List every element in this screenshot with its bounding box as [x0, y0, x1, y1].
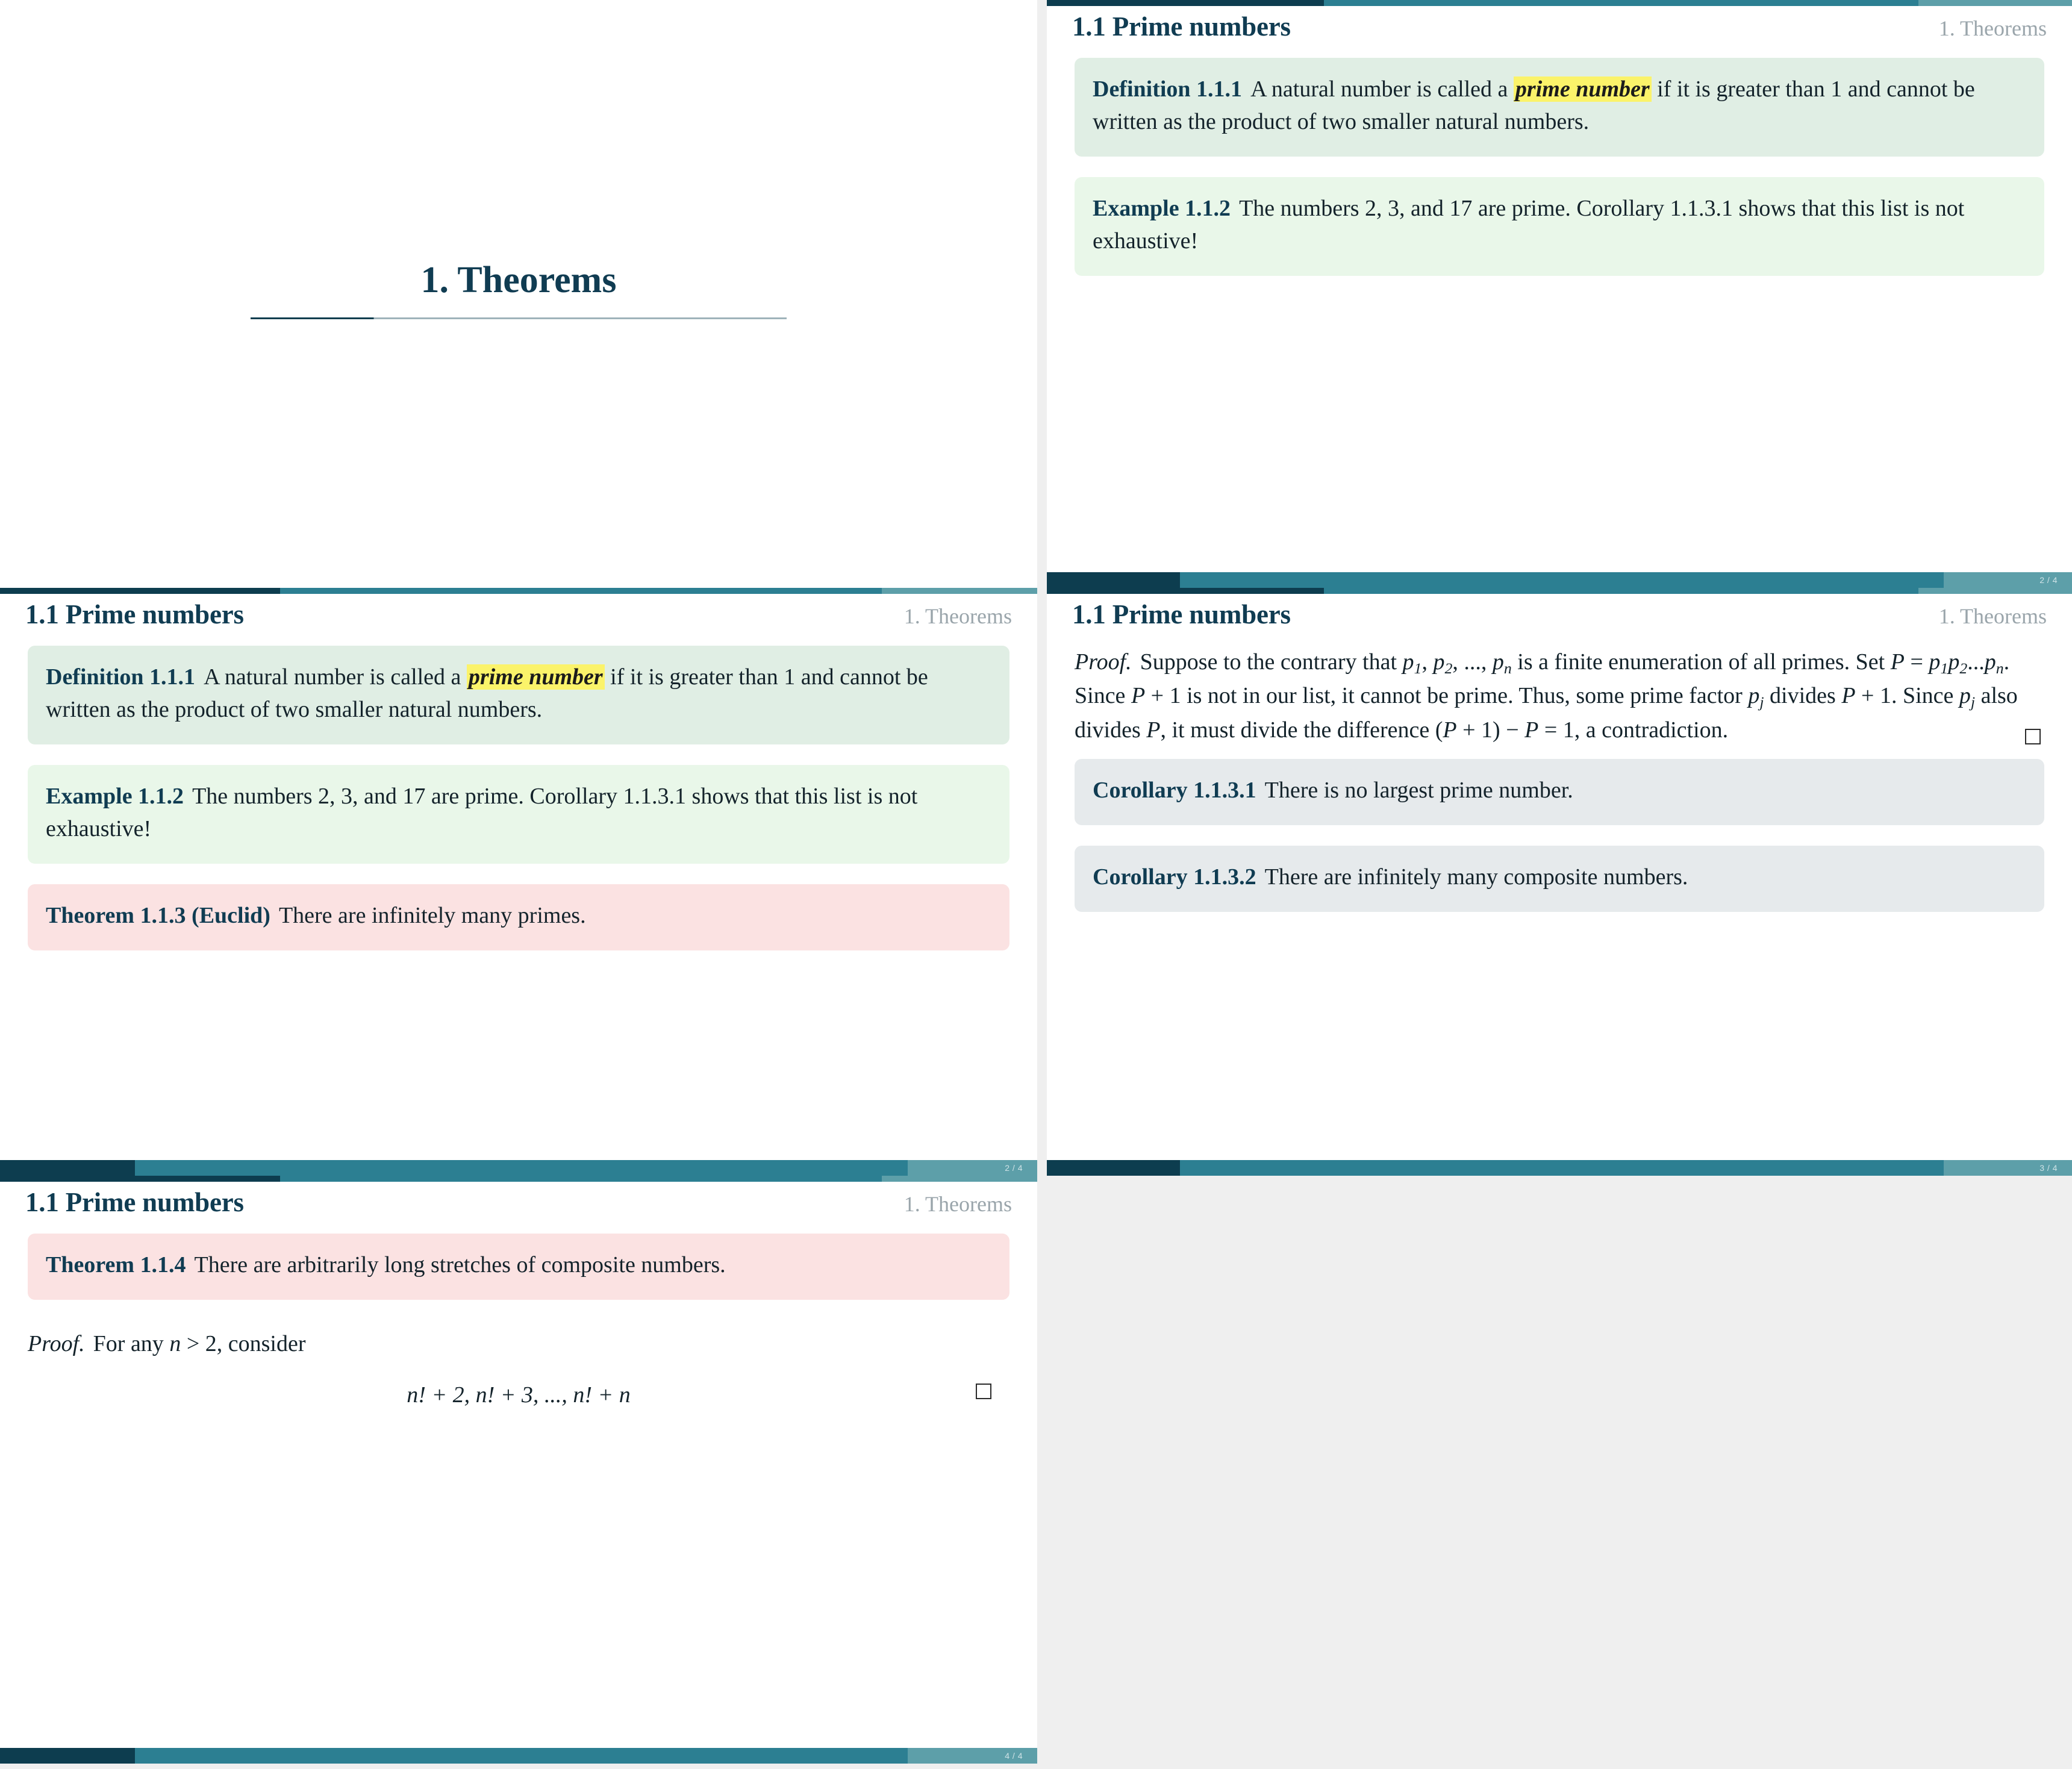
slide-4-topbar: [1047, 588, 2072, 594]
footer-segment-dark: [1047, 1160, 1180, 1176]
slide-5-body: [0, 1234, 1037, 1739]
footer-segment-mid: [135, 1748, 908, 1764]
slide-3-header: [0, 599, 1037, 630]
corollary-text: There are infinitely many composite numbers.: [1264, 864, 1688, 890]
slide-3-topbar: [0, 588, 1037, 594]
progress-segment-dark: [1047, 588, 1324, 594]
definition-text-before: A natural number is called a: [204, 664, 461, 690]
footer-segment-dark: [1047, 572, 1180, 588]
example-block: [28, 765, 1009, 864]
slide-3[interactable]: [0, 588, 1037, 1176]
slide-section-label: 1. Theorems: [1938, 604, 2047, 628]
slide-3-body: [0, 646, 1037, 1152]
deck-title: 1. Theorems: [420, 260, 617, 301]
definition-highlight: prime number: [1514, 76, 1652, 102]
theorem-text: There are arbitrarily long stretches of composite numbers.: [194, 1252, 726, 1278]
slide-section-label: 1. Theorems: [1938, 16, 2047, 40]
proof-label: Proof.: [1075, 649, 1132, 675]
title-underline: [251, 317, 787, 319]
proof-text: For any n > 2, consider: [93, 1331, 306, 1356]
example-title: Example 1.1.2: [1093, 195, 1231, 221]
definition-block: [1075, 58, 2044, 157]
definition-text-after: if it is greater than 1 and cannot be written as the product of two smaller natural numbers.: [1093, 76, 1975, 134]
display-math: [28, 1379, 1009, 1412]
definition-text-after: if it is greater than 1 and cannot be written as the product of two smaller natural numbers.: [46, 664, 928, 722]
slide-2[interactable]: [1047, 0, 2072, 588]
page-number: 4 / 4: [1005, 1751, 1023, 1761]
progress-segment-mid: [280, 1176, 882, 1182]
definition-block: [28, 646, 1009, 744]
example-title: Example 1.1.2: [46, 783, 184, 809]
corollary-block-2: [1075, 846, 2044, 912]
proof-euclid: [1075, 646, 2044, 747]
corollary-text: There is no largest prime number.: [1264, 777, 1573, 803]
slide-2-body: [1047, 58, 2072, 564]
definition-highlight: prime number: [467, 664, 605, 690]
progress-segment-mid: [280, 588, 882, 594]
slide-5[interactable]: [0, 1176, 1037, 1764]
proof-label: Proof.: [28, 1331, 85, 1356]
progress-segment-light: [882, 1176, 1037, 1182]
progress-segment-mid: [1324, 0, 1918, 6]
slide-title: 1.1 Prime numbers: [25, 599, 244, 629]
page-number: 2 / 4: [1005, 1163, 1023, 1173]
slide-5-footbar: [0, 1748, 1037, 1764]
slide-section-label: 1. Theorems: [903, 1192, 1012, 1216]
progress-segment-dark: [0, 588, 280, 594]
page-number: 3 / 4: [2039, 1163, 2058, 1173]
slide-5-topbar: [0, 1176, 1037, 1182]
progress-segment-dark: [1047, 0, 1324, 6]
qed-box: [976, 1384, 991, 1399]
example-block: [1075, 177, 2044, 276]
footer-segment-dark: [0, 1160, 135, 1176]
progress-segment-dark: [0, 1176, 280, 1182]
proof-composite: [28, 1328, 1009, 1411]
theorem-block: [28, 884, 1009, 950]
example-text: The numbers 2, 3, and 17 are prime. Corollary 1.1.3.1 shows that this list is not exhaustive!: [46, 783, 918, 841]
title-slide-content: [0, 259, 1037, 319]
slide-section-label: 1. Theorems: [903, 604, 1012, 628]
footer-segment-mid: [1180, 1160, 1944, 1176]
proof-text: Suppose to the contrary that $p_1$, $p_2$, ..., $p_n$ is a finite enumeration of all primes. Set $P = p_1p_2...p_n$. Since P + 1 is not in our list, it cannot be prime. Thus, some prime factor $p_j$ divides P + 1. Since $p_j$ also divides P, it must divide the difference (P + 1) − P = 1, a contradiction.: [1075, 649, 2018, 743]
slide-4-header: [1047, 599, 2072, 630]
definition-title: Definition 1.1.1: [46, 664, 196, 690]
qed-box: [2025, 729, 2041, 744]
slide-1-title[interactable]: [0, 0, 1037, 588]
theorem-block: [28, 1234, 1009, 1300]
progress-segment-light: [1918, 0, 2072, 6]
definition-text-before: A natural number is called a: [1250, 76, 1508, 102]
slide-2-topbar: [1047, 0, 2072, 6]
slide-2-header: [1047, 11, 2072, 42]
slide-title: 1.1 Prime numbers: [25, 1187, 244, 1217]
theorem-title: Theorem 1.1.4: [46, 1252, 186, 1278]
slide-title: 1.1 Prime numbers: [1072, 11, 1291, 42]
theorem-title: Theorem 1.1.3 (Euclid): [46, 902, 270, 928]
slide-3-footbar: [0, 1160, 1037, 1176]
slide-4-footbar: [1047, 1160, 2072, 1176]
corollary-title: Corollary 1.1.3.2: [1093, 864, 1256, 890]
example-text: The numbers 2, 3, and 17 are prime. Corollary 1.1.3.1 shows that this list is not exhaustive!: [1093, 195, 1965, 254]
corollary-block-1: [1075, 759, 2044, 825]
slide-5-header: [0, 1187, 1037, 1218]
slide-title: 1.1 Prime numbers: [1072, 599, 1291, 629]
progress-segment-light: [882, 588, 1037, 594]
theorem-text: There are infinitely many primes.: [278, 902, 586, 928]
definition-title: Definition 1.1.1: [1093, 76, 1243, 102]
footer-segment-mid: [1180, 572, 1944, 588]
footer-segment-dark: [0, 1748, 135, 1764]
math-expression: n! + 2, n! + 3, ..., n! + n: [407, 1382, 631, 1408]
corollary-title: Corollary 1.1.3.1: [1093, 777, 1256, 803]
progress-segment-light: [1918, 588, 2072, 594]
slide-2-footbar: [1047, 572, 2072, 588]
slide-4-body: [1047, 646, 2072, 1152]
slide-4[interactable]: [1047, 588, 2072, 1176]
progress-segment-mid: [1324, 588, 1918, 594]
footer-segment-mid: [135, 1160, 908, 1176]
page-number: 2 / 4: [2039, 575, 2058, 585]
